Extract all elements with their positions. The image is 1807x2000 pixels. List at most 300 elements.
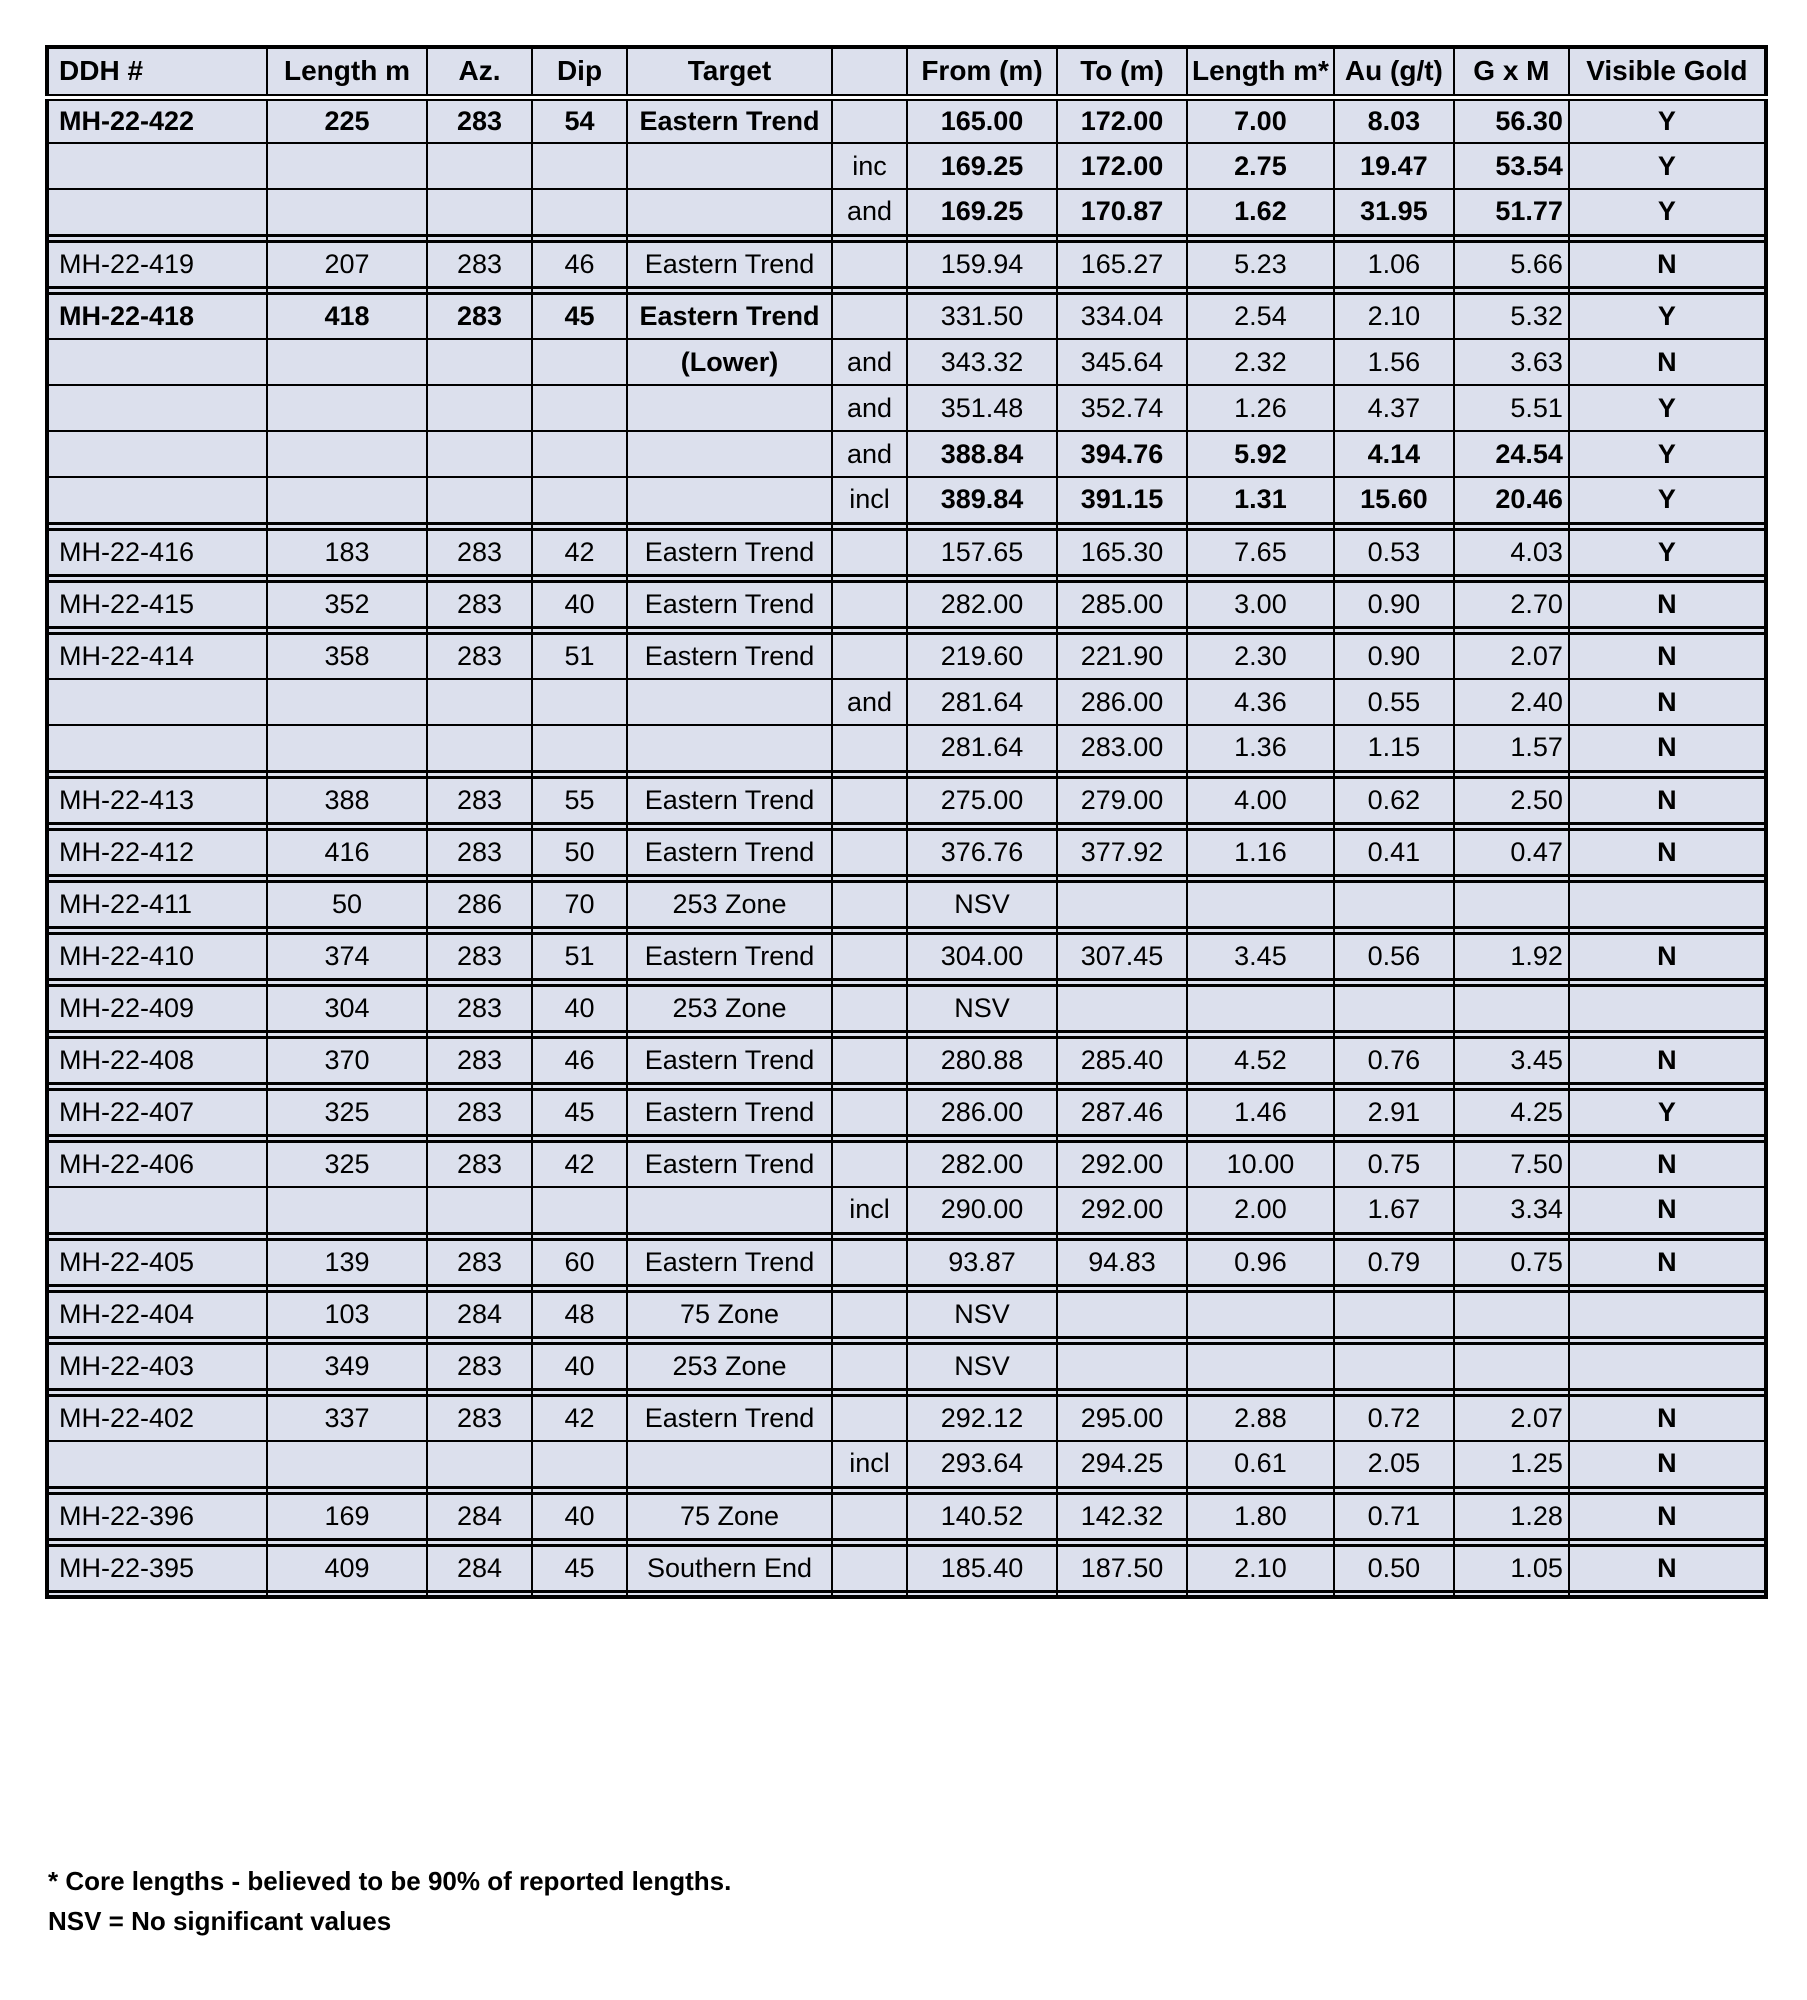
- cell-qualifier: and: [832, 385, 907, 431]
- table-body: [47, 97, 1766, 1597]
- cell-au: 0.72: [1334, 1395, 1454, 1441]
- cell-dip: 42: [532, 1395, 627, 1441]
- cell-to: 165.27: [1057, 241, 1187, 287]
- cell-length: [267, 189, 427, 235]
- cell-qualifier: [832, 985, 907, 1031]
- cell-to: [1057, 1291, 1187, 1337]
- cell-from: 157.65: [907, 529, 1057, 575]
- cell-dip: 46: [532, 241, 627, 287]
- cell-vg: N: [1569, 1441, 1766, 1487]
- cell-vg: N: [1569, 1395, 1766, 1441]
- table-row: [47, 1493, 1766, 1539]
- cell-target: Eastern Trend: [627, 829, 832, 875]
- cell-dip: 60: [532, 1239, 627, 1285]
- cell-vg: N: [1569, 1493, 1766, 1539]
- cell-dip: 70: [532, 881, 627, 927]
- cell-ddh: MH-22-411: [47, 881, 267, 927]
- cell-az: 283: [427, 1089, 532, 1135]
- cell-gxm: 2.07: [1454, 1395, 1569, 1441]
- cell-from: 281.64: [907, 679, 1057, 725]
- cell-au: 15.60: [1334, 477, 1454, 523]
- cell-ddh: MH-22-414: [47, 633, 267, 679]
- cell-length: 103: [267, 1291, 427, 1337]
- cell-lengthcore: 1.46: [1187, 1089, 1334, 1135]
- cell-target: Eastern Trend: [627, 1037, 832, 1083]
- cell-vg: Y: [1569, 1089, 1766, 1135]
- cell-az: 283: [427, 933, 532, 979]
- cell-target: [627, 477, 832, 523]
- cell-ddh: MH-22-413: [47, 777, 267, 823]
- cell-lengthcore: 7.00: [1187, 97, 1334, 143]
- table-row: [47, 1089, 1766, 1135]
- cell-ddh: MH-22-408: [47, 1037, 267, 1083]
- cell-length: 418: [267, 293, 427, 339]
- cell-from: 275.00: [907, 777, 1057, 823]
- cell-length: 169: [267, 1493, 427, 1539]
- cell-az: [427, 1187, 532, 1233]
- cell-az: [427, 339, 532, 385]
- table-row: [47, 679, 1766, 725]
- cell-gxm: 20.46: [1454, 477, 1569, 523]
- cell-qualifier: [832, 241, 907, 287]
- cell-au: 0.90: [1334, 581, 1454, 627]
- cell-target: Eastern Trend: [627, 1089, 832, 1135]
- footnote-nsv: NSV = No significant values: [48, 1906, 392, 1936]
- cell-vg: N: [1569, 933, 1766, 979]
- cell-from: 282.00: [907, 1141, 1057, 1187]
- cell-to: 285.40: [1057, 1037, 1187, 1083]
- cell-lengthcore: 2.54: [1187, 293, 1334, 339]
- cell-az: [427, 1441, 532, 1487]
- drill-results-table: [45, 45, 1768, 1599]
- cell-to: 283.00: [1057, 725, 1187, 771]
- header-lengthcore: Length m*: [1187, 47, 1334, 97]
- cell-gxm: 53.54: [1454, 143, 1569, 189]
- cell-au: 19.47: [1334, 143, 1454, 189]
- cell-ddh: [47, 339, 267, 385]
- cell-az: 284: [427, 1291, 532, 1337]
- cell-ddh: MH-22-422: [47, 97, 267, 143]
- group-separator-cell: [47, 1591, 267, 1597]
- table-row: [47, 581, 1766, 627]
- cell-from: 376.76: [907, 829, 1057, 875]
- cell-vg: N: [1569, 829, 1766, 875]
- cell-length: 207: [267, 241, 427, 287]
- cell-gxm: [1454, 881, 1569, 927]
- group-separator-cell: [532, 1591, 627, 1597]
- cell-gxm: 3.63: [1454, 339, 1569, 385]
- cell-au: 1.15: [1334, 725, 1454, 771]
- cell-length: 225: [267, 97, 427, 143]
- cell-gxm: 24.54: [1454, 431, 1569, 477]
- cell-ddh: [47, 1441, 267, 1487]
- cell-az: [427, 189, 532, 235]
- cell-qualifier: [832, 633, 907, 679]
- group-separator-cell: [627, 1591, 832, 1597]
- cell-to: 170.87: [1057, 189, 1187, 235]
- cell-target: [627, 725, 832, 771]
- cell-ddh: MH-22-395: [47, 1545, 267, 1591]
- cell-to: 334.04: [1057, 293, 1187, 339]
- table-row: [47, 777, 1766, 823]
- cell-target: Eastern Trend: [627, 1141, 832, 1187]
- cell-az: 283: [427, 97, 532, 143]
- cell-from: 331.50: [907, 293, 1057, 339]
- cell-az: 283: [427, 1395, 532, 1441]
- cell-target: 253 Zone: [627, 881, 832, 927]
- cell-length: 325: [267, 1141, 427, 1187]
- cell-ddh: [47, 385, 267, 431]
- header-dip: Dip: [532, 47, 627, 97]
- cell-target: [627, 385, 832, 431]
- cell-gxm: 1.25: [1454, 1441, 1569, 1487]
- cell-from: 185.40: [907, 1545, 1057, 1591]
- cell-from: 343.32: [907, 339, 1057, 385]
- cell-gxm: 1.28: [1454, 1493, 1569, 1539]
- cell-qualifier: [832, 829, 907, 875]
- cell-dip: [532, 385, 627, 431]
- table-row: [47, 529, 1766, 575]
- cell-vg: [1569, 1291, 1766, 1337]
- cell-ddh: [47, 1187, 267, 1233]
- header-from: From (m): [907, 47, 1057, 97]
- cell-length: 388: [267, 777, 427, 823]
- cell-lengthcore: 1.62: [1187, 189, 1334, 235]
- cell-gxm: 5.51: [1454, 385, 1569, 431]
- cell-qualifier: [832, 1291, 907, 1337]
- cell-ddh: [47, 725, 267, 771]
- cell-target: Eastern Trend: [627, 97, 832, 143]
- cell-gxm: 2.40: [1454, 679, 1569, 725]
- cell-length: 349: [267, 1343, 427, 1389]
- cell-au: 1.56: [1334, 339, 1454, 385]
- cell-dip: [532, 679, 627, 725]
- cell-target: Eastern Trend: [627, 581, 832, 627]
- cell-gxm: 1.92: [1454, 933, 1569, 979]
- cell-target: [627, 189, 832, 235]
- cell-au: [1334, 985, 1454, 1031]
- group-separator-cell: [1187, 1591, 1334, 1597]
- cell-to: 165.30: [1057, 529, 1187, 575]
- cell-lengthcore: 2.88: [1187, 1395, 1334, 1441]
- cell-target: 75 Zone: [627, 1291, 832, 1337]
- cell-ddh: MH-22-402: [47, 1395, 267, 1441]
- cell-gxm: [1454, 1343, 1569, 1389]
- cell-gxm: 3.34: [1454, 1187, 1569, 1233]
- cell-from: 286.00: [907, 1089, 1057, 1135]
- cell-length: 183: [267, 529, 427, 575]
- cell-ddh: [47, 477, 267, 523]
- group-separator-cell: [1334, 1591, 1454, 1597]
- cell-au: 8.03: [1334, 97, 1454, 143]
- cell-vg: Y: [1569, 385, 1766, 431]
- cell-qualifier: [832, 1141, 907, 1187]
- cell-dip: 40: [532, 1493, 627, 1539]
- cell-vg: N: [1569, 725, 1766, 771]
- cell-dip: [532, 339, 627, 385]
- cell-lengthcore: 0.61: [1187, 1441, 1334, 1487]
- cell-target: 253 Zone: [627, 1343, 832, 1389]
- group-separator-cell: [1454, 1591, 1569, 1597]
- cell-au: 1.67: [1334, 1187, 1454, 1233]
- cell-lengthcore: 4.00: [1187, 777, 1334, 823]
- table-row: [47, 1141, 1766, 1187]
- cell-dip: 51: [532, 633, 627, 679]
- cell-az: [427, 143, 532, 189]
- cell-az: 283: [427, 529, 532, 575]
- cell-gxm: 4.03: [1454, 529, 1569, 575]
- cell-target: [627, 143, 832, 189]
- cell-qualifier: [832, 1545, 907, 1591]
- cell-dip: 55: [532, 777, 627, 823]
- cell-from: 219.60: [907, 633, 1057, 679]
- cell-length: 352: [267, 581, 427, 627]
- cell-gxm: 1.57: [1454, 725, 1569, 771]
- cell-from: 280.88: [907, 1037, 1057, 1083]
- cell-vg: N: [1569, 1037, 1766, 1083]
- cell-ddh: [47, 679, 267, 725]
- cell-to: 307.45: [1057, 933, 1187, 979]
- cell-qualifier: and: [832, 189, 907, 235]
- cell-au: 0.41: [1334, 829, 1454, 875]
- cell-az: 284: [427, 1545, 532, 1591]
- cell-to: 172.00: [1057, 97, 1187, 143]
- group-separator-cell: [267, 1591, 427, 1597]
- cell-length: 416: [267, 829, 427, 875]
- table-row: [47, 633, 1766, 679]
- cell-lengthcore: 1.80: [1187, 1493, 1334, 1539]
- cell-from: 165.00: [907, 97, 1057, 143]
- header-vg: Visible Gold: [1569, 47, 1766, 97]
- cell-length: 50: [267, 881, 427, 927]
- cell-az: [427, 679, 532, 725]
- table-row: [47, 189, 1766, 235]
- cell-target: Eastern Trend: [627, 633, 832, 679]
- cell-az: 283: [427, 1037, 532, 1083]
- cell-vg: N: [1569, 339, 1766, 385]
- cell-lengthcore: 5.23: [1187, 241, 1334, 287]
- cell-from: 169.25: [907, 189, 1057, 235]
- cell-target: Eastern Trend: [627, 1395, 832, 1441]
- cell-au: 0.50: [1334, 1545, 1454, 1591]
- cell-length: 370: [267, 1037, 427, 1083]
- cell-target: 75 Zone: [627, 1493, 832, 1539]
- cell-az: [427, 385, 532, 431]
- cell-to: 287.46: [1057, 1089, 1187, 1135]
- cell-length: [267, 1187, 427, 1233]
- cell-from: NSV: [907, 1343, 1057, 1389]
- cell-au: 0.90: [1334, 633, 1454, 679]
- cell-length: 325: [267, 1089, 427, 1135]
- cell-gxm: 56.30: [1454, 97, 1569, 143]
- cell-dip: 54: [532, 97, 627, 143]
- cell-to: 294.25: [1057, 1441, 1187, 1487]
- cell-vg: Y: [1569, 293, 1766, 339]
- cell-lengthcore: 5.92: [1187, 431, 1334, 477]
- cell-vg: Y: [1569, 477, 1766, 523]
- cell-from: 93.87: [907, 1239, 1057, 1285]
- cell-au: 0.55: [1334, 679, 1454, 725]
- cell-lengthcore: 4.52: [1187, 1037, 1334, 1083]
- cell-lengthcore: 10.00: [1187, 1141, 1334, 1187]
- cell-dip: 48: [532, 1291, 627, 1337]
- cell-ddh: MH-22-412: [47, 829, 267, 875]
- cell-vg: N: [1569, 1239, 1766, 1285]
- cell-dip: [532, 477, 627, 523]
- cell-qualifier: [832, 1239, 907, 1285]
- cell-length: 139: [267, 1239, 427, 1285]
- cell-qualifier: [832, 881, 907, 927]
- cell-az: 283: [427, 581, 532, 627]
- cell-qualifier: [832, 97, 907, 143]
- cell-to: 391.15: [1057, 477, 1187, 523]
- header-au: Au (g/t): [1334, 47, 1454, 97]
- cell-dip: 42: [532, 1141, 627, 1187]
- cell-from: 169.25: [907, 143, 1057, 189]
- cell-vg: N: [1569, 581, 1766, 627]
- cell-lengthcore: 1.26: [1187, 385, 1334, 431]
- cell-from: 290.00: [907, 1187, 1057, 1233]
- cell-qualifier: incl: [832, 477, 907, 523]
- cell-dip: 46: [532, 1037, 627, 1083]
- cell-length: [267, 679, 427, 725]
- cell-dip: 40: [532, 1343, 627, 1389]
- table-row: [47, 1545, 1766, 1591]
- group-separator-cell: [907, 1591, 1057, 1597]
- cell-gxm: 0.75: [1454, 1239, 1569, 1285]
- cell-dip: 51: [532, 933, 627, 979]
- table-row: [47, 97, 1766, 143]
- cell-from: 304.00: [907, 933, 1057, 979]
- cell-from: 140.52: [907, 1493, 1057, 1539]
- cell-au: 4.37: [1334, 385, 1454, 431]
- cell-ddh: MH-22-418: [47, 293, 267, 339]
- cell-vg: N: [1569, 1141, 1766, 1187]
- cell-to: [1057, 881, 1187, 927]
- cell-vg: [1569, 985, 1766, 1031]
- cell-lengthcore: [1187, 1343, 1334, 1389]
- cell-lengthcore: 3.00: [1187, 581, 1334, 627]
- cell-qualifier: inc: [832, 143, 907, 189]
- cell-gxm: [1454, 985, 1569, 1031]
- cell-au: 0.71: [1334, 1493, 1454, 1539]
- cell-to: 352.74: [1057, 385, 1187, 431]
- cell-vg: Y: [1569, 529, 1766, 575]
- cell-au: [1334, 881, 1454, 927]
- cell-az: [427, 431, 532, 477]
- cell-az: 283: [427, 1343, 532, 1389]
- cell-target: [627, 431, 832, 477]
- cell-ddh: MH-22-396: [47, 1493, 267, 1539]
- cell-dip: [532, 1441, 627, 1487]
- cell-length: 409: [267, 1545, 427, 1591]
- cell-ddh: MH-22-404: [47, 1291, 267, 1337]
- cell-az: 283: [427, 985, 532, 1031]
- cell-qualifier: [832, 777, 907, 823]
- cell-length: 374: [267, 933, 427, 979]
- group-separator: [47, 1591, 1766, 1597]
- cell-dip: 50: [532, 829, 627, 875]
- table-row: [47, 933, 1766, 979]
- table-row: [47, 385, 1766, 431]
- cell-qualifier: [832, 529, 907, 575]
- cell-az: 283: [427, 777, 532, 823]
- cell-gxm: 0.47: [1454, 829, 1569, 875]
- cell-lengthcore: [1187, 881, 1334, 927]
- cell-az: 286: [427, 881, 532, 927]
- cell-length: [267, 339, 427, 385]
- group-separator-cell: [1057, 1591, 1187, 1597]
- cell-qualifier: and: [832, 431, 907, 477]
- cell-lengthcore: 2.75: [1187, 143, 1334, 189]
- cell-au: [1334, 1291, 1454, 1337]
- cell-length: 304: [267, 985, 427, 1031]
- cell-gxm: 7.50: [1454, 1141, 1569, 1187]
- cell-from: 292.12: [907, 1395, 1057, 1441]
- cell-to: [1057, 1343, 1187, 1389]
- cell-gxm: 2.50: [1454, 777, 1569, 823]
- cell-au: 0.56: [1334, 933, 1454, 979]
- cell-ddh: [47, 143, 267, 189]
- cell-target: Eastern Trend: [627, 1239, 832, 1285]
- table-row: [47, 1037, 1766, 1083]
- cell-lengthcore: 2.32: [1187, 339, 1334, 385]
- cell-to: 377.92: [1057, 829, 1187, 875]
- footnote-core-lengths: * Core lengths - believed to be 90% of reported lengths.: [48, 1866, 732, 1896]
- cell-dip: 45: [532, 293, 627, 339]
- cell-au: 0.76: [1334, 1037, 1454, 1083]
- header-to: To (m): [1057, 47, 1187, 97]
- cell-lengthcore: 1.16: [1187, 829, 1334, 875]
- cell-dip: 45: [532, 1089, 627, 1135]
- cell-target: 253 Zone: [627, 985, 832, 1031]
- cell-lengthcore: 7.65: [1187, 529, 1334, 575]
- cell-au: 2.91: [1334, 1089, 1454, 1135]
- cell-lengthcore: 2.10: [1187, 1545, 1334, 1591]
- cell-qualifier: incl: [832, 1187, 907, 1233]
- cell-to: 345.64: [1057, 339, 1187, 385]
- cell-az: 283: [427, 241, 532, 287]
- cell-target: [627, 679, 832, 725]
- cell-qualifier: incl: [832, 1441, 907, 1487]
- cell-to: 187.50: [1057, 1545, 1187, 1591]
- cell-to: 285.00: [1057, 581, 1187, 627]
- group-separator-cell: [832, 1591, 907, 1597]
- cell-au: 0.53: [1334, 529, 1454, 575]
- cell-gxm: 5.66: [1454, 241, 1569, 287]
- cell-ddh: MH-22-409: [47, 985, 267, 1031]
- cell-vg: [1569, 881, 1766, 927]
- header-qualifier: [832, 47, 907, 97]
- cell-vg: N: [1569, 1187, 1766, 1233]
- cell-dip: [532, 1187, 627, 1233]
- cell-to: 94.83: [1057, 1239, 1187, 1285]
- cell-from: 281.64: [907, 725, 1057, 771]
- cell-target: Eastern Trend: [627, 529, 832, 575]
- table-row: [47, 1441, 1766, 1487]
- cell-az: [427, 477, 532, 523]
- cell-to: 221.90: [1057, 633, 1187, 679]
- group-separator-cell: [427, 1591, 532, 1597]
- cell-lengthcore: 1.36: [1187, 725, 1334, 771]
- table-row: [47, 985, 1766, 1031]
- cell-ddh: [47, 431, 267, 477]
- cell-au: [1334, 1343, 1454, 1389]
- cell-au: 0.75: [1334, 1141, 1454, 1187]
- cell-lengthcore: 3.45: [1187, 933, 1334, 979]
- cell-length: [267, 385, 427, 431]
- cell-az: 283: [427, 293, 532, 339]
